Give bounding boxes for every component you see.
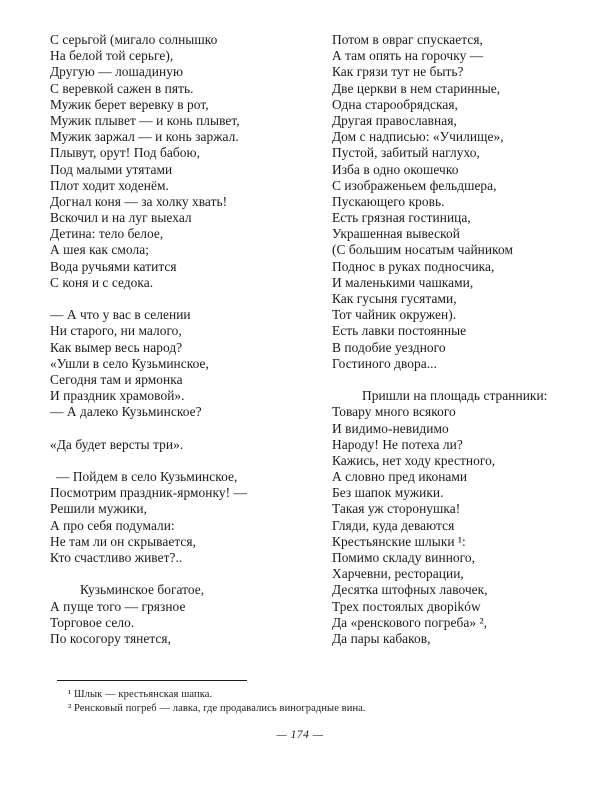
poem-line: Кто счастливо живет?.. [50, 550, 183, 565]
poem-line: Народу! Не потеха ли? [332, 436, 463, 452]
poem-line: С серьгой (мигало солнышко [50, 32, 218, 47]
poem-column-right [332, 32, 594, 647]
poem-line: Мужик заржал — и конь заржал. [50, 129, 239, 145]
poem-line: Да «ренскового погреба» ², [332, 614, 487, 630]
poem-line: Гостиного двора... [332, 355, 437, 371]
poem-line: Под малыми утятами [50, 161, 173, 177]
poem-line: В подобие уездного [332, 339, 446, 355]
poem-line: «Ушли в село Кузьминское, [50, 355, 209, 371]
poem-line: И праздник храмовой». [50, 388, 185, 404]
footnote: ¹ Шлык — крестьянская шапка. [68, 689, 213, 700]
poem-line: Ни старого, ни малого, [50, 323, 182, 339]
poem-line: Такая уж сторонушка! [332, 501, 461, 517]
poem-line: Тот чайник окружен). [332, 307, 457, 323]
poem-line: И маленькими чашками, [332, 274, 474, 290]
poem-line: А там опять на горочку — [332, 48, 484, 64]
poem-line: Мужик плывет — и конь плывет, [50, 112, 240, 128]
stanza-break [50, 421, 300, 437]
poem-line: Есть лавки постоянные [332, 323, 467, 339]
poem-line: Не там ли он скрывается, [50, 533, 196, 549]
poem-line: С коня и с седока. [50, 274, 154, 290]
poem-line: Вскочил и на луг выехал [50, 210, 192, 226]
poem-line: Другую — лошадиную [50, 64, 184, 80]
poem-line: Гляди, куда деваются [332, 517, 455, 533]
poem-line: Поднос в руках подносчика, [332, 258, 495, 274]
poem-line: Посмотрим праздник-ярмонку! — [50, 485, 247, 501]
poem-line: Да пары кабаков, [332, 630, 431, 646]
poem-line: Есть грязная гостиница, [332, 210, 471, 226]
footnote-divider [57, 680, 247, 681]
poem-line: Украшенная вывеской [332, 226, 460, 242]
poem-line: По косогору тянется, [50, 630, 172, 646]
poem-line: Кажись, нет ходу крестного, [332, 452, 496, 468]
poem-line: Десятка штофных лавочек, [332, 582, 488, 598]
stanza-break [50, 291, 300, 307]
poem-line: А словно пред иконами [332, 469, 468, 485]
poem-line: На белой той серьге), [50, 48, 174, 64]
poem-line: Одна старообрядская, [332, 96, 458, 112]
poem-line: Кузьминское богатое, [80, 582, 205, 598]
poem-line: Как гусыня гусятами, [332, 291, 457, 306]
poem-column-left [50, 32, 300, 647]
footnotes [68, 688, 588, 717]
poem-line: И видимо-невидимо [332, 420, 449, 436]
footnote: ² Ренсковый погреб — лавка, где продавались виноградные вина. [68, 703, 366, 715]
poem-line: А шея как смола; [50, 242, 149, 258]
poem-line: А про себя подумали: [50, 517, 175, 533]
poem-line: Догнал коня — за холку хвать! [50, 193, 228, 209]
poem-line: С веревкой сажен в пять. [50, 80, 194, 96]
poem-line: — Пойдем в село Кузьминское, [56, 469, 238, 485]
poem-line: Потом в овраг спускается, [332, 32, 483, 47]
poem-line: Пустой, забитый наглухо, [332, 145, 480, 161]
poem-line: Торговое село. [50, 614, 135, 630]
stanza-break [332, 372, 594, 388]
poem-line: Две церкви в нем старинные, [332, 80, 501, 96]
poem-line: Мужик берет веревку в рот, [50, 96, 209, 112]
poem-line: А пуще того — грязное [50, 598, 186, 614]
poem-line: Вода ручьями катится [50, 258, 177, 274]
poem-line: Как грязи тут не быть? [332, 64, 464, 80]
poem-line: «Да будет версты три». [50, 436, 184, 452]
poem-line: С изображеньем фельдшера, [332, 177, 497, 193]
poem-line: Плывут, орут! Под бабою, [50, 145, 200, 161]
poem-line: Товару много всякого [332, 404, 456, 420]
stanza-break [50, 566, 300, 582]
poem-line: Другая православная, [332, 112, 457, 128]
poem-line: Без шапок мужики. [332, 485, 444, 501]
stanza-break [50, 453, 300, 469]
poem-line: Трех постоялых дворików [332, 598, 481, 614]
poem-line: Сегодня там и ярмонка [50, 371, 183, 387]
poem-line: Крестьянские шлыки ¹: [332, 533, 466, 549]
poem-line: Решили мужики, [50, 501, 148, 517]
poem-line: — А далеко Кузьминское? [50, 404, 202, 420]
poem-line: Как вымер весь народ? [50, 339, 183, 355]
poem-line: Пускающего кровь. [332, 193, 445, 209]
poem-line: Дом с надписью: «Училище», [332, 129, 504, 145]
poem-line: Харчевни, ресторации, [332, 566, 464, 582]
poem-line: Детина: тело белое, [50, 226, 164, 242]
poem-line: (С большим носатым чайником [332, 242, 513, 258]
poem-line: Помимо складу винного, [332, 550, 476, 565]
poem-line: — А что у вас в селении [50, 307, 191, 323]
poem-line: Пришли на площадь странники: [362, 388, 548, 404]
poem-line: Плот ходит ходенём. [50, 177, 169, 193]
poem-line: Изба в одно окошечко [332, 161, 459, 177]
page-number: — 174 — [276, 729, 324, 741]
